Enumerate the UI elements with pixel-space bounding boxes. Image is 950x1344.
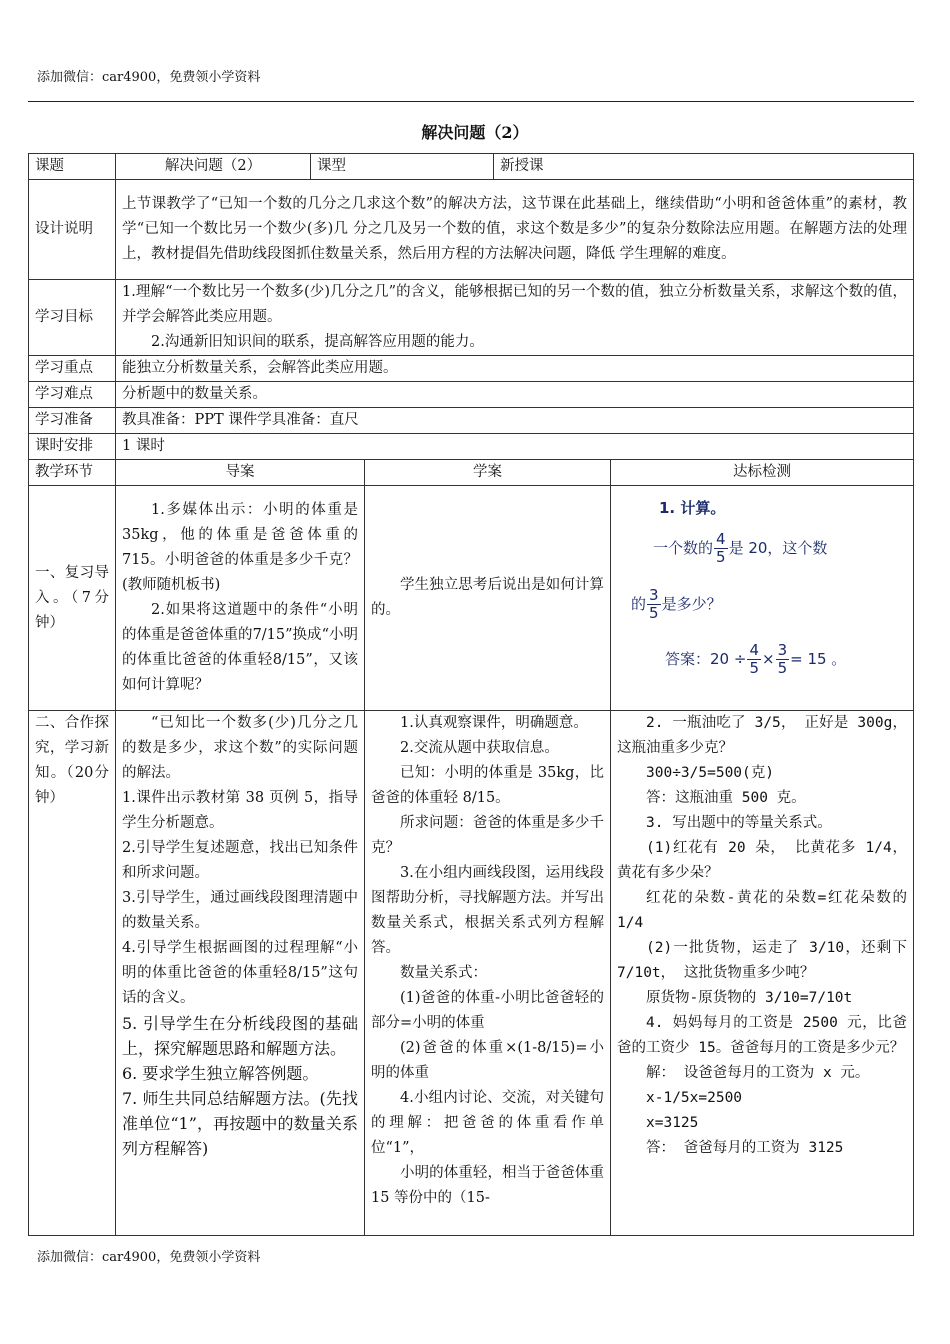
row-time: [29, 434, 914, 460]
check-exercise-1: [617, 489, 907, 707]
section1-label: 一、复习导入。（7分钟）: [29, 486, 116, 711]
check-line: 2. 一瓶油吃了 3/5， 正好是 300g，这瓶油重多少克？: [617, 715, 907, 756]
col-header-guide: 导案: [116, 460, 365, 486]
fraction-4-5-b: $\frac{4}{5}$: [749, 641, 759, 677]
study-line: 数量关系式：: [400, 965, 487, 981]
key-label: 学习重点: [29, 356, 116, 382]
guide-line: 1.课件出示教材第 38 页例 5，指导学生分析题意。: [122, 790, 358, 831]
goal-2: 2.沟通新旧知识间的联系，提高解答应用题的能力。: [151, 334, 484, 350]
goal-cell: [116, 280, 914, 356]
row-key: [29, 356, 914, 382]
section1-check: [611, 486, 914, 711]
prep-value: 教具准备：PPT 课件学具准备：直尺: [116, 408, 914, 434]
check-line: 答： 爸爸每月的工资为 3125: [646, 1140, 844, 1156]
exercise-1-answer: [665, 642, 846, 677]
page-title: 解决问题（2）: [421, 123, 529, 142]
check-line: 红花的朵数-黄花的朵数=红花朵数的 1/4: [617, 890, 907, 931]
answer-pre-text: 答案：20 ÷: [665, 650, 747, 668]
header-note: 添加微信：car4900，免费领小学资料: [37, 70, 261, 85]
section1-guide-1: 1.多媒体出示：小明的体重是35kg，他的体重是爸爸体重的715。小明爸爸的体重是多少千克？(教师随机板书): [122, 502, 358, 593]
section2-study: [365, 711, 611, 1236]
section1-guide-2: 2.如果将这道题中的条件“小明的体重是爸爸体重的7/15”换成“小明的体重比爸爸的体重轻8/15”，又该如何计算呢？: [122, 602, 358, 693]
study-line: 所求问题：爸爸的体重是多少千克？: [371, 815, 604, 856]
guide-line: “已知比一个数多(少)几分之几的数是多少，求这个数”的实际问题的解法。: [122, 715, 358, 781]
line3-post-text: 是多少？: [661, 595, 722, 613]
guide-line: 6. 要求学生独立解答例题。: [122, 1064, 319, 1083]
time-value: 1 课时: [116, 434, 914, 460]
time-label: 课时安排: [29, 434, 116, 460]
check-line: (1)红花有 20 朵， 比黄花多 1/4，黄花有多少朵？: [617, 840, 907, 881]
check-line: 答：这瓶油重 500 克。: [646, 790, 806, 806]
check-line: 原货物-原货物的 3/10=7/10t: [646, 990, 853, 1006]
footer-note: 添加微信：car4900，免费领小学资料: [37, 1250, 261, 1265]
difficulty-label: 学习难点: [29, 382, 116, 408]
row-difficulty: [29, 382, 914, 408]
goal-label: 学习目标: [29, 280, 116, 356]
check-line: (2)一批货物，运走了 3/10，还剩下 7/10t， 这批货物重多少吨？: [617, 940, 907, 981]
check-line: 3. 写出题中的等量关系式。: [646, 815, 832, 831]
check-line: x=3125: [646, 1115, 699, 1131]
section1-study: 学生独立思考后说出是如何计算的。: [365, 486, 611, 711]
section2-check: [611, 711, 914, 1236]
col-header-check: 达标检测: [611, 460, 914, 486]
header-divider: [28, 101, 914, 102]
type-label: 课型: [311, 154, 494, 180]
exercise-1-line2: [653, 531, 827, 566]
guide-line: 3.引导学生，通过画线段图理清题中的数量关系。: [122, 890, 358, 931]
goal-1: 1.理解“一个数比另一个数多(少)几分之几”的含义，能够根据已知的另一个数的值，独立分析数量关系，求解这个数的值，并学会解答此类应用题。: [122, 284, 907, 325]
fraction-3-5: $\frac{3}{5}$: [649, 586, 659, 622]
study-line: 1.认真观察课件，明确题意。: [400, 715, 588, 731]
row-section1: [29, 486, 914, 711]
topic-label: 课题: [29, 154, 116, 180]
prep-label: 学习准备: [29, 408, 116, 434]
guide-line: 2.引导学生复述题意，找出已知条件和所求问题。: [122, 840, 358, 881]
fraction-4-5: $\frac{4}{5}$: [716, 530, 726, 566]
col-header-study: 学案: [365, 460, 611, 486]
study-line: 2.交流从题中获取信息。: [400, 740, 559, 756]
exercise-1-line3: [631, 587, 722, 622]
line2-pre-text: 一个数的: [653, 539, 714, 557]
col-header-stage: 教学环节: [29, 460, 116, 486]
check-line: 解： 设爸爸每月的工资为 x 元。: [646, 1065, 870, 1081]
study-line: 已知：小明的体重是 35kg，比爸爸的体重轻 8/15。: [371, 765, 604, 806]
design-label: 设计说明: [29, 180, 116, 280]
row-prep: [29, 408, 914, 434]
study-line: (2)爸爸的体重×(1-8/15)=小明的体重: [371, 1040, 604, 1081]
line3-pre-text: 的: [631, 595, 647, 613]
difficulty-value: 分析题中的数量关系。: [116, 382, 914, 408]
type-value: 新授课: [494, 154, 914, 180]
times-sign: ×: [761, 650, 775, 668]
answer-post-text: = 15 。: [790, 650, 847, 668]
design-text: 上节课教学了“已知一个数的几分之几求这个数”的解决方法，这节课在此基础上，继续借助“小明和爸爸体重”的素材，教学“已知一个数比另一个数少(多)几 分之几及另一个数的值，求这个数是多少”的复杂分数除法应用题。在解题方法的处理上，教材提倡先借助线段图抓住数量关系，然后用方程的方法解决问题，降低 学生理解的难度。: [116, 180, 914, 280]
section2-guide: [116, 711, 365, 1236]
check-line: 300÷3/5=500(克): [646, 765, 774, 781]
check-line: 4. 妈妈每月的工资是 2500 元，比爸爸的工资少 15。爸爸每月的工资是多少元？: [617, 1015, 907, 1056]
study-line: 4.小组内讨论、交流，对关键句的理解：把爸爸的体重看作单位“1”，: [371, 1090, 604, 1156]
row-topic: [29, 154, 914, 180]
study-line: (1)爸爸的体重-小明比爸爸轻的部分=小明的体重: [371, 990, 604, 1031]
topic-value: 解决问题（2）: [116, 154, 311, 180]
lesson-plan-table: [28, 153, 914, 1236]
row-columns: [29, 460, 914, 486]
section1-guide: [116, 486, 365, 711]
key-value: 能独立分析数量关系，会解答此类应用题。: [116, 356, 914, 382]
guide-line: 4.引导学生根据画图的过程理解“小明的体重比爸爸的体重轻8/15”这句话的含义。: [122, 940, 358, 1006]
guide-line: 5. 引导学生在分析线段图的基础上，探究解题思路和解题方法。: [122, 1014, 358, 1058]
exercise-1-title: 1. 计算。: [659, 499, 726, 517]
row-goal: [29, 280, 914, 356]
guide-line: 7. 师生共同总结解题方法。(先找准单位“1”，再按题中的数量关系列方程解答): [122, 1089, 358, 1158]
fraction-3-5-b: $\frac{3}{5}$: [777, 641, 788, 677]
section2-label: 二、合作探究，学习新知。（20分钟）: [29, 711, 116, 1236]
study-line: 小明的体重轻，相当于爸爸体重 15 等份中的（15-: [371, 1165, 604, 1206]
row-section2: [29, 711, 914, 1236]
study-line: 3.在小组内画线段图，运用线段图帮助分析，寻找解题方法。并写出数量关系式，根据关系式列方程解答。: [371, 865, 604, 956]
check-line: x-1/5x=2500: [646, 1090, 743, 1106]
row-design: [29, 180, 914, 280]
line2-post-text: 是 20，这个数: [728, 539, 828, 557]
